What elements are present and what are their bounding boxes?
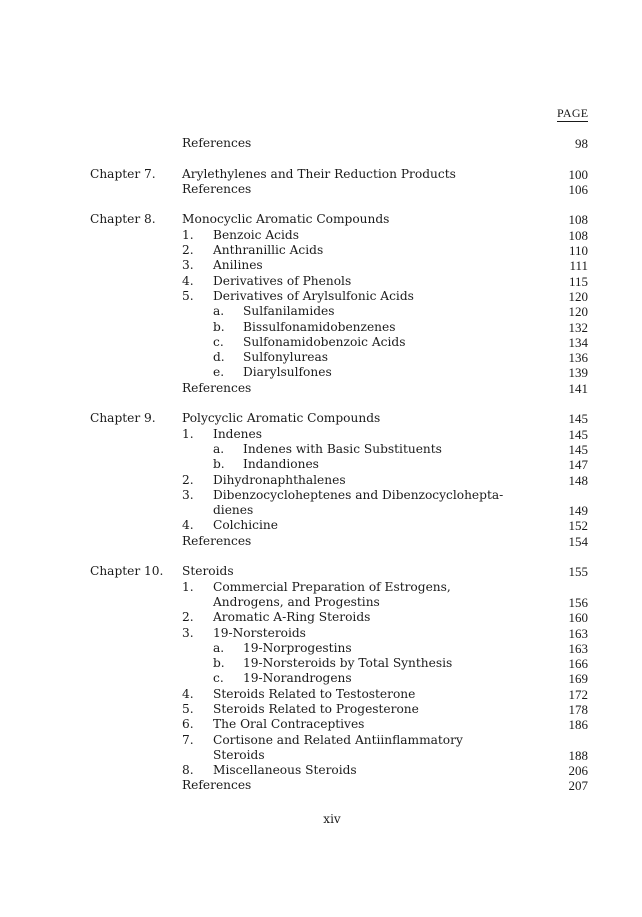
toc-page-number: 155 <box>568 564 588 580</box>
toc-entry <box>90 778 590 793</box>
table-of-contents <box>90 136 590 794</box>
toc-page-number: 145 <box>568 441 588 457</box>
toc-entry-title: Steroids Related to Testosterone <box>213 686 416 701</box>
toc-page-number: 188 <box>568 747 588 763</box>
toc-entry <box>90 320 590 335</box>
toc-entry-title: Steroids Related to Progesterone <box>213 701 419 716</box>
toc-page-number: 148 <box>568 472 588 488</box>
toc-entry-title: Androgens, and Progestins <box>213 594 380 609</box>
toc-entry-title: References <box>182 778 252 793</box>
page-column-header: PAGE <box>557 106 589 120</box>
toc-entry-marker: 5. <box>182 288 194 303</box>
toc-page-number: 111 <box>569 258 588 274</box>
toc-entry-title: 19-Norsteroids <box>213 625 306 640</box>
toc-entry <box>90 656 590 671</box>
toc-entry <box>90 350 590 365</box>
toc-page-number: 149 <box>568 503 588 519</box>
toc-entry-marker: a. <box>213 304 225 319</box>
toc-entry <box>90 473 590 488</box>
toc-entry-title: Indenes <box>213 426 262 441</box>
toc-entry <box>90 580 590 595</box>
toc-spacer <box>90 549 590 564</box>
toc-page-number: 206 <box>568 763 588 779</box>
toc-entry-marker: b. <box>213 457 225 472</box>
toc-entry <box>90 243 590 258</box>
toc-entry-title: References <box>182 136 252 150</box>
toc-entry <box>90 258 590 273</box>
toc-page-number: 98 <box>575 136 588 151</box>
toc-entry-title: Dihydronaphthalenes <box>213 472 346 487</box>
toc-page-number: 108 <box>568 227 588 243</box>
toc-entry <box>90 136 590 151</box>
toc-entry-marker: e. <box>213 365 225 380</box>
toc-entry-title: Sulfonamidobenzoic Acids <box>243 334 406 349</box>
toc-entry-title: 19-Norprogestins <box>243 640 352 655</box>
toc-page-number: 207 <box>568 778 588 794</box>
toc-entry <box>90 503 590 518</box>
toc-entry-marker: 1. <box>182 426 194 441</box>
toc-entry-marker: 2. <box>182 472 194 487</box>
toc-entry-marker: a. <box>213 640 225 655</box>
toc-entry-title: References <box>182 181 252 196</box>
toc-entry <box>90 228 590 243</box>
toc-entry-title: Steroids <box>213 747 265 762</box>
toc-entry-marker: c. <box>213 334 224 349</box>
toc-chapter-label: Chapter 10. <box>90 564 164 579</box>
toc-page-number: 145 <box>568 411 588 427</box>
toc-entry-marker: b. <box>213 319 225 334</box>
toc-entry-title: Arylethylenes and Their Reduction Products <box>182 166 456 181</box>
toc-page-number: 108 <box>568 212 588 228</box>
toc-entry <box>90 687 590 702</box>
toc-entry <box>90 641 590 656</box>
toc-page-number: 139 <box>568 365 588 381</box>
toc-entry-title: Derivatives of Arylsulfonic Acids <box>213 288 414 303</box>
toc-entry <box>90 595 590 610</box>
toc-entry-title: Diarylsulfones <box>243 365 332 380</box>
toc-entry-marker: 3. <box>182 258 194 273</box>
toc-entry-title: The Oral Contraceptives <box>213 717 365 732</box>
toc-entry-title: 19-Norandrogens <box>243 671 352 686</box>
toc-page-number: 186 <box>568 717 588 733</box>
toc-page-number: 100 <box>568 166 588 182</box>
toc-entry-title: Dibenzocycloheptenes and Dibenzocyclohepta- <box>213 487 504 502</box>
toc-entry-marker: c. <box>213 671 224 686</box>
toc-entry-marker: 2. <box>182 243 194 258</box>
toc-entry-title: Monocyclic Aromatic Compounds <box>182 212 390 227</box>
toc-page-number: 120 <box>568 304 588 320</box>
toc-entry <box>90 534 590 549</box>
toc-entry-title: References <box>182 380 252 395</box>
toc-entry-title: Anthranillic Acids <box>213 243 324 258</box>
page-number: xiv <box>323 812 341 826</box>
toc-page-number: 120 <box>568 288 588 304</box>
toc-page-number: 172 <box>568 686 588 702</box>
toc-entry <box>90 274 590 289</box>
toc-entry-title: Polycyclic Aromatic Compounds <box>182 411 381 426</box>
toc-entry-title: Sulfonylureas <box>243 350 328 365</box>
toc-entry <box>90 626 590 641</box>
toc-entry-title: Anilines <box>213 258 263 273</box>
toc-entry-title: Steroids <box>182 564 234 579</box>
toc-entry <box>90 518 590 533</box>
toc-entry-title: Indandiones <box>243 457 319 472</box>
toc-page-number: 115 <box>568 273 588 289</box>
toc-entry-title: References <box>182 533 252 548</box>
toc-entry <box>90 488 590 503</box>
toc-entry-marker: 2. <box>182 610 194 625</box>
toc-entry-title: Cortisone and Related Antiinflammatory <box>213 732 463 747</box>
toc-entry <box>90 748 590 763</box>
toc-page-number: 178 <box>568 701 588 717</box>
toc-page-number: 154 <box>568 533 588 549</box>
toc-entry <box>90 717 590 732</box>
toc-page-number: 169 <box>568 671 588 687</box>
toc-entry-marker: 1. <box>182 227 194 242</box>
toc-entry-marker: 3. <box>182 487 194 502</box>
toc-entry <box>90 610 590 625</box>
toc-entry-title: Sulfanilamides <box>243 304 335 319</box>
toc-entry-title: Commercial Preparation of Estrogens, <box>213 579 451 594</box>
toc-entry-marker: 4. <box>182 273 194 288</box>
toc-page-number: 163 <box>568 640 588 656</box>
toc-entry-title: Aromatic A-Ring Steroids <box>213 610 371 625</box>
toc-entry <box>90 335 590 350</box>
toc-chapter-label: Chapter 9. <box>90 411 156 426</box>
toc-page-number: 152 <box>568 518 588 534</box>
toc-page-number: 163 <box>568 625 588 641</box>
toc-page-number: 147 <box>568 457 588 473</box>
toc-entry <box>90 411 590 426</box>
toc-entry <box>90 167 590 182</box>
toc-entry <box>90 182 590 197</box>
toc-entry-marker: 3. <box>182 625 194 640</box>
toc-page-number: 110 <box>568 243 588 259</box>
toc-page-number: 136 <box>568 350 588 366</box>
toc-entry-title: Colchicine <box>213 518 278 533</box>
toc-entry <box>90 763 590 778</box>
toc-entry-title: 19-Norsteroids by Total Synthesis <box>243 656 453 671</box>
toc-entry <box>90 289 590 304</box>
toc-page-number: 156 <box>568 594 588 610</box>
toc-entry-marker: d. <box>213 350 225 365</box>
toc-entry-marker: 5. <box>182 701 194 716</box>
toc-entry <box>90 564 590 579</box>
toc-page-number: 160 <box>568 610 588 626</box>
toc-entry <box>90 212 590 227</box>
toc-spacer <box>90 396 590 411</box>
toc-entry <box>90 702 590 717</box>
toc-entry-marker: 6. <box>182 717 194 732</box>
toc-chapter-label: Chapter 8. <box>90 212 156 227</box>
toc-entry <box>90 733 590 748</box>
toc-entry-marker: 4. <box>182 686 194 701</box>
toc-spacer <box>90 197 590 212</box>
toc-spacer <box>90 151 590 166</box>
toc-entry-title: Derivatives of Phenols <box>213 273 352 288</box>
toc-entry <box>90 671 590 686</box>
toc-page-number: 132 <box>568 319 588 335</box>
toc-entry-title: Bissulfonamidobenzenes <box>243 319 396 334</box>
toc-page-number: 106 <box>568 181 588 197</box>
toc-entry <box>90 365 590 380</box>
toc-page-number: 145 <box>568 426 588 442</box>
toc-entry-marker: a. <box>213 441 225 456</box>
toc-entry-marker: 1. <box>182 579 194 594</box>
toc-chapter-label: Chapter 7. <box>90 166 156 181</box>
toc-entry-title: Miscellaneous Steroids <box>213 763 357 778</box>
toc-entry-marker: 7. <box>182 732 194 747</box>
toc-entry <box>90 304 590 319</box>
toc-entry <box>90 381 590 396</box>
toc-entry <box>90 427 590 442</box>
toc-entry-marker: 4. <box>182 518 194 533</box>
toc-page-number: 141 <box>568 380 588 396</box>
toc-entry-marker: b. <box>213 656 225 671</box>
toc-entry-title: dienes <box>213 503 254 518</box>
toc-entry <box>90 457 590 472</box>
toc-entry <box>90 442 590 457</box>
toc-page-number: 166 <box>568 656 588 672</box>
toc-entry-marker: 8. <box>182 763 194 778</box>
toc-entry-title: Benzoic Acids <box>213 227 299 242</box>
toc-entry-title: Indenes with Basic Substituents <box>243 441 442 456</box>
toc-page-number: 134 <box>568 334 588 350</box>
